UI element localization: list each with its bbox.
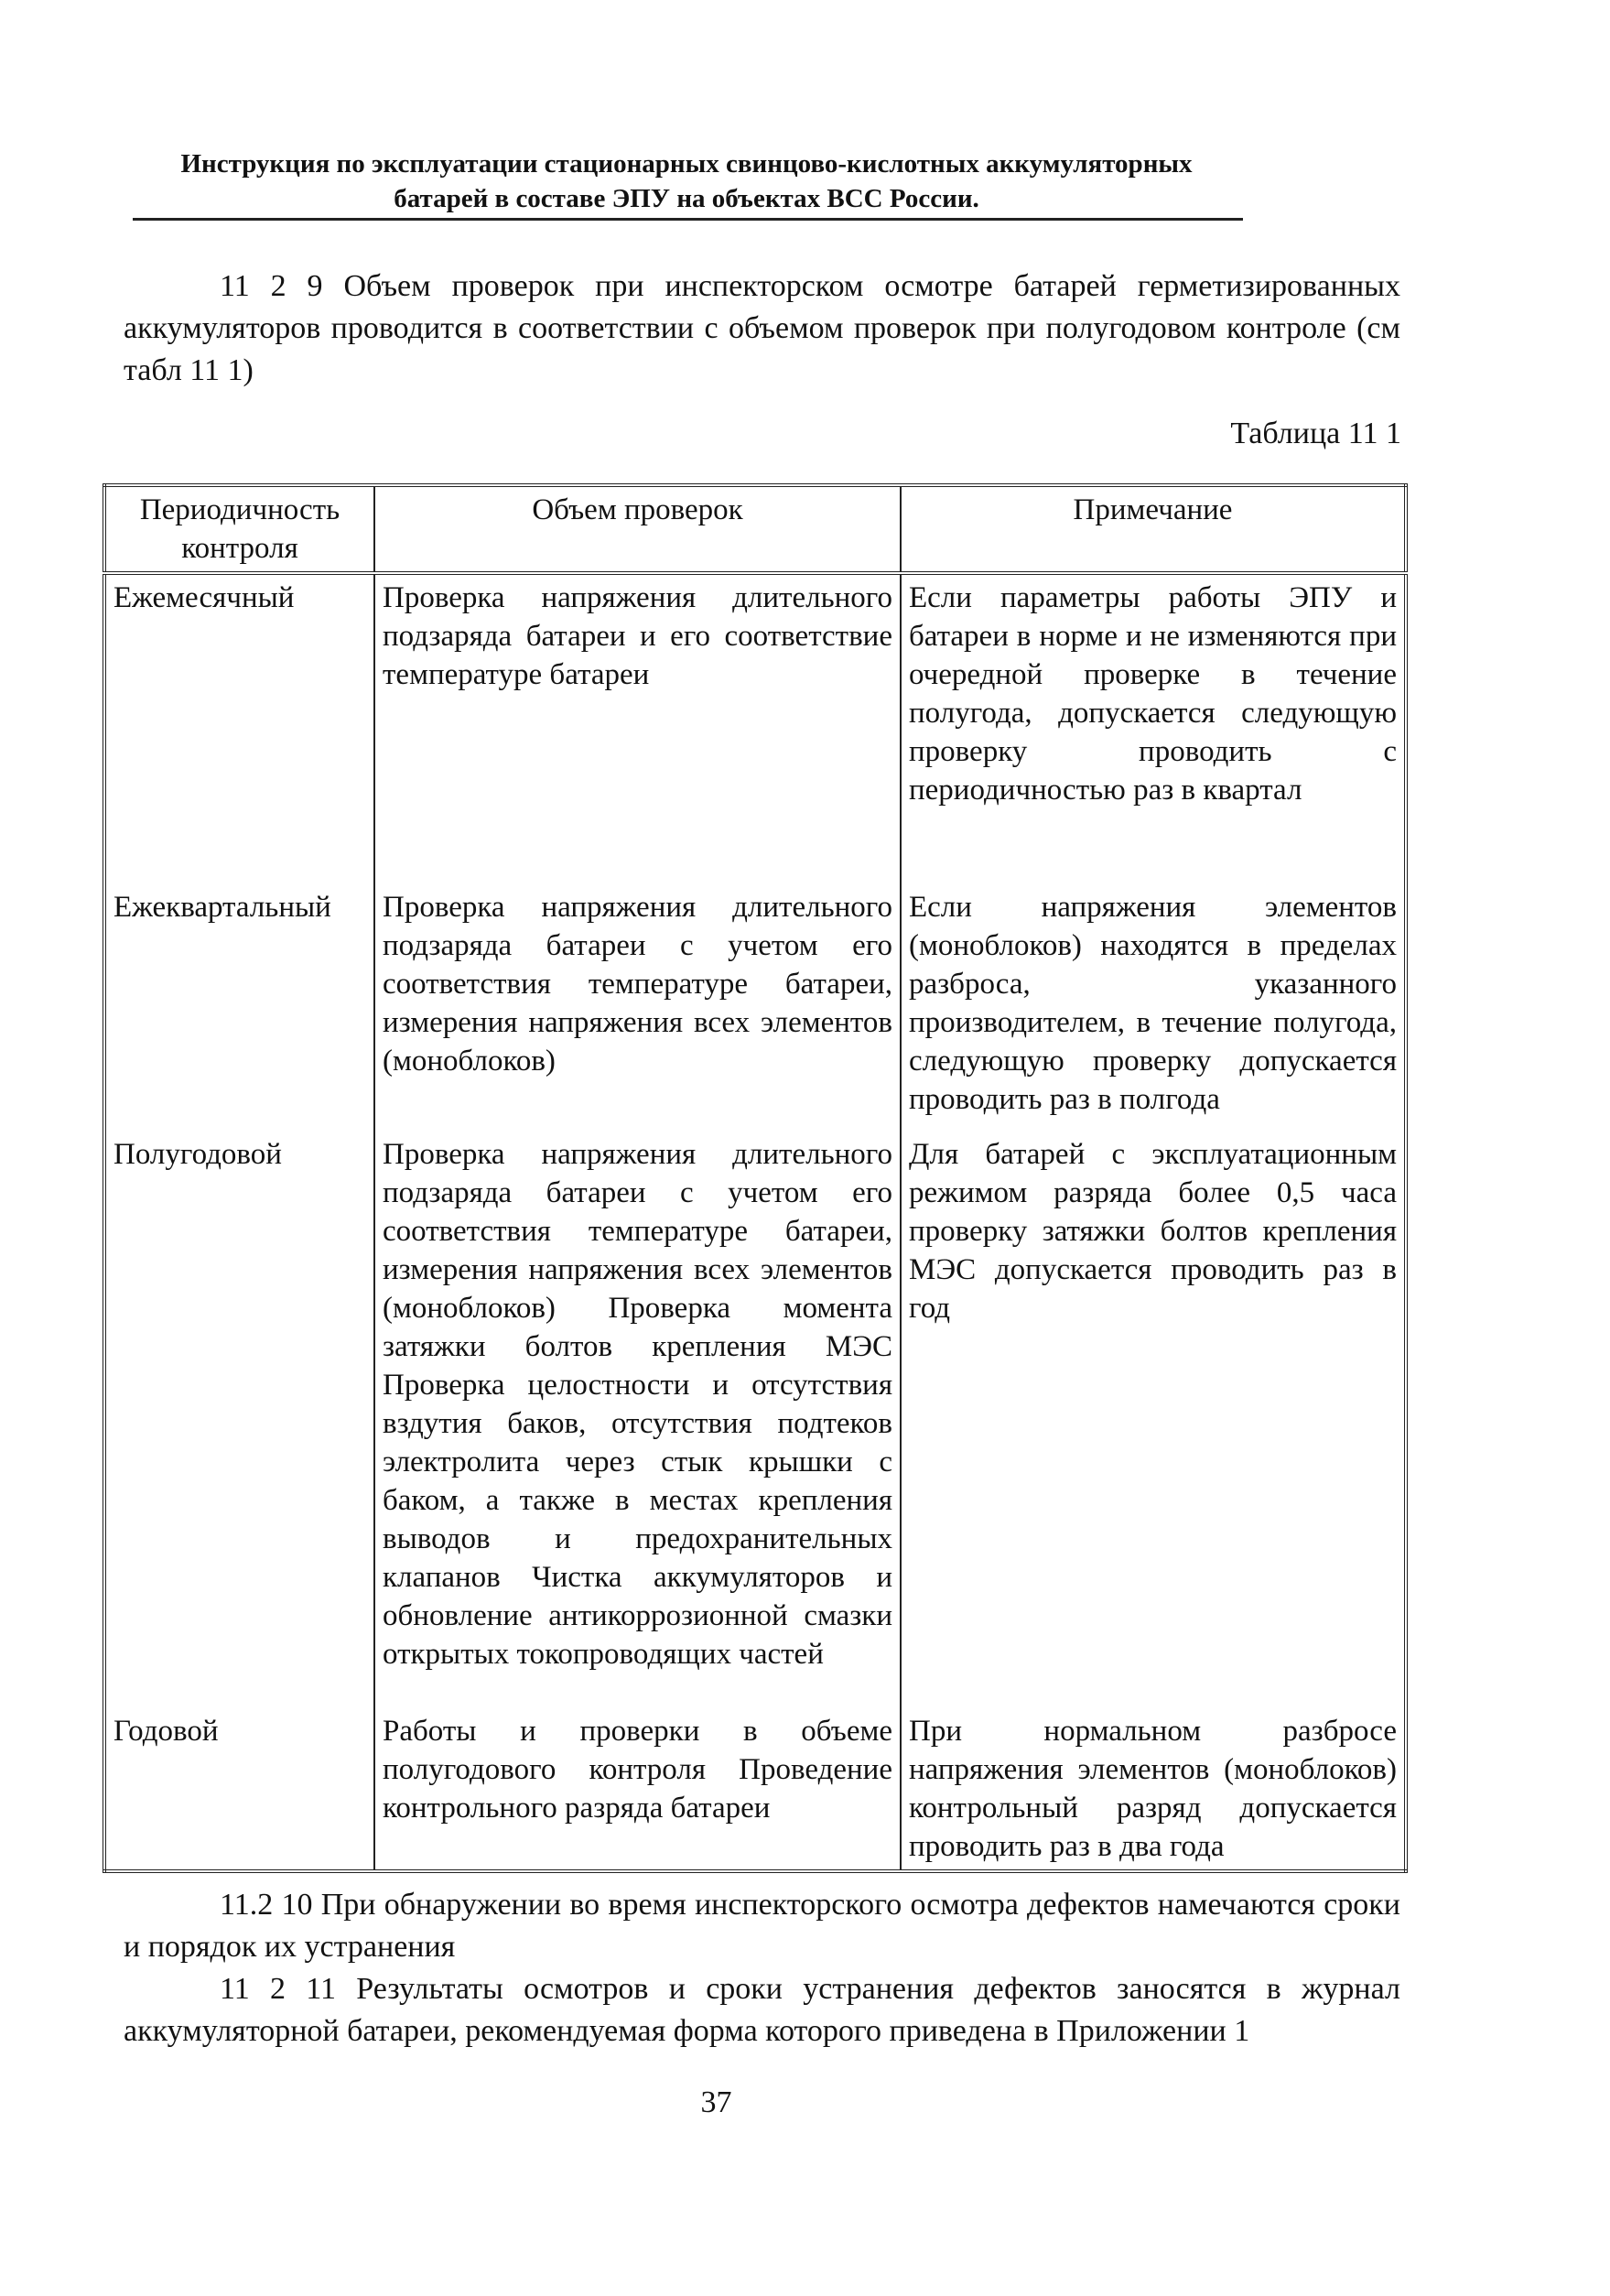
row-note: Если напряжения элементов (моноблоков) находятся в пределах разброса, указанного производителем, в течение полугода, следующую проверку допускается проводить раз в полгода bbox=[901, 884, 1406, 1132]
row-period: Полугодовой bbox=[104, 1132, 374, 1708]
row-scope: Проверка напряжения длительного подзаряда батареи с учетом его соответствия температуре батареи, измерения напряжения всех элементов (моноблоков) Проверка момента затяжки болтов крепления МЭС Проверка целостности и отсутствия вздутия баков, отсутствия подтеков электролита через стык крышки с баком, а также в местах крепления выводов и предохранительных клапанов Чистка аккумуляторов и обновление антикоррозионной смазки открытых токопроводящих частей bbox=[374, 1132, 901, 1708]
row-scope: Проверка напряжения длительного подзаряда батареи и его соответствие температуре батареи bbox=[374, 573, 901, 884]
inspection-table bbox=[103, 483, 1404, 1863]
header-line-1: Инструкция по эксплуатации стационарных свинцово-кислотных аккумуляторных bbox=[180, 149, 1193, 179]
header-scope: Объем проверок bbox=[374, 485, 901, 573]
row-note: При нормальном разбросе напряжения элементов (моноблоков) контрольный разряд допускается проводить раз в два года bbox=[901, 1708, 1406, 1871]
page-number: 37 bbox=[700, 2085, 732, 2119]
paragraph-11-2-9: 11 2 9 Объем проверок при инспекторском осмотре батарей герметизированных аккумуляторов проводится в соответствии с объемом проверок при полугодовом контроле (см табл 11 1) bbox=[124, 269, 1400, 387]
table-row bbox=[104, 573, 1406, 884]
header-line-2: батарей в составе ЭПУ на объектах ВСС России. bbox=[394, 184, 979, 213]
row-period: Годовой bbox=[104, 1708, 374, 1871]
table-caption: Таблица 11 1 bbox=[1230, 417, 1401, 450]
paragraph-11-2-11: 11 2 11 Результаты осмотров и сроки устранения дефектов заносятся в журнал аккумуляторной батареи, рекомендуемая форма которого приведена в Приложении 1 bbox=[124, 1972, 1400, 2048]
paragraph-11-2-10: 11.2 10 При обнаружении во время инспекторского осмотра дефектов намечаются сроки и порядок их устранения bbox=[124, 1888, 1400, 1964]
row-period: Ежеквартальный bbox=[104, 884, 374, 1132]
table-row bbox=[104, 1708, 1406, 1871]
header-note: Примечание bbox=[901, 485, 1406, 573]
table-row bbox=[104, 1132, 1406, 1708]
row-note: Если параметры работы ЭПУ и батареи в норме и не изменяются при очередной проверке в течение полугода, допускается следующую проверку проводить с периодичностью раз в квартал bbox=[901, 573, 1406, 884]
header-divider bbox=[133, 218, 1243, 221]
row-note: Для батарей с эксплуатационным режимом разряда более 0,5 часа проверку затяжки болтов крепления МЭС допускается проводить раз в год bbox=[901, 1132, 1406, 1708]
table-header-row bbox=[104, 485, 1406, 573]
header-period: Периодичность контроля bbox=[104, 485, 374, 573]
row-period: Ежемесячный bbox=[104, 573, 374, 884]
row-scope: Проверка напряжения длительного подзаряда батареи с учетом его соответствия температуре батареи, измерения напряжения всех элементов (моноблоков) bbox=[374, 884, 901, 1132]
table-row bbox=[104, 884, 1406, 1132]
document-header bbox=[128, 146, 1245, 216]
row-scope: Работы и проверки в объеме полугодового контроля Проведение контрольного разряда батареи bbox=[374, 1708, 901, 1871]
